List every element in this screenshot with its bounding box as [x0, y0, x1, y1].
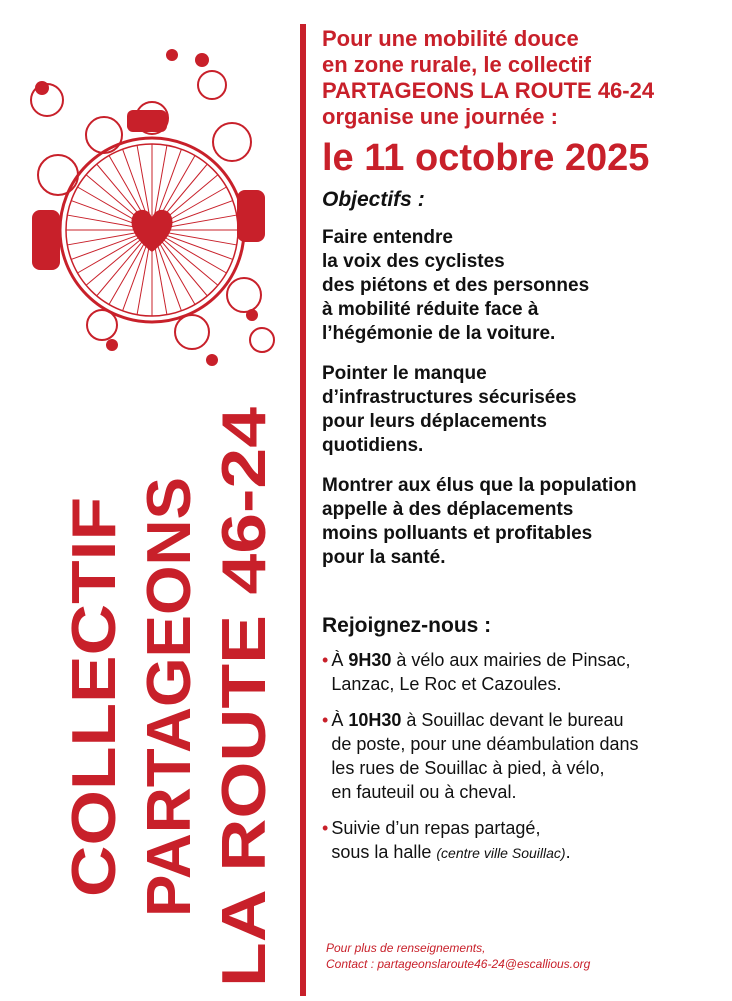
bullet-3-note: (centre ville Souillac) — [436, 845, 566, 861]
vertical-title-line1: COLLECTIF — [60, 549, 129, 897]
event-date: le 11 octobre 2025 — [322, 137, 650, 179]
intro-line-2: en zone rurale, le collectif — [322, 52, 591, 77]
bullet-1-rest: à vélo aux mairies de Pinsac, Lanzac, Le Roc et Cazoules. — [331, 650, 631, 694]
objective-3: Montrer aux élus que la population appelle à des déplacements moins polluants et profitables pour la santé. — [322, 475, 637, 568]
intro-line-1: Pour une mobilité douce — [322, 26, 579, 51]
bullet-3-text-main: Suivie d’un repas partagé, sous la halle — [331, 818, 541, 862]
bullet-1-time: 9H30 — [348, 650, 392, 670]
footer-contact — [326, 940, 590, 972]
bullet-1-text — [331, 648, 630, 696]
vertical-collectif-title — [30, 400, 300, 995]
wheel-heart-illustration — [12, 40, 297, 385]
intro-line-4: organise une journée : — [322, 104, 558, 129]
footer-line-2: Contact : partageonslaroute46-24@escallious.org — [326, 957, 591, 971]
join-title: Rejoignez-nous : — [322, 614, 492, 637]
list-item — [322, 648, 722, 696]
bullet-2-rest: à Souillac devant le bureau de poste, pour une déambulation dans les rues de Souillac à pied, à vélo, en fauteuil ou à cheval. — [331, 710, 639, 802]
footer-line-1: Pour plus de renseignements, — [326, 941, 486, 955]
bullet-2-text — [331, 708, 638, 804]
bullet-icon: • — [322, 818, 329, 838]
vertical-divider — [300, 24, 306, 996]
list-item — [322, 708, 722, 804]
bullet-icon: • — [322, 710, 329, 730]
bullet-2-time: 10H30 — [348, 710, 402, 730]
bullet-3-text — [331, 816, 570, 865]
main-content — [322, 26, 722, 877]
vertical-title-line2: PARTAGEONS — [135, 488, 204, 917]
objectives-title: Objectifs : — [322, 188, 425, 211]
bullet-1-pre: À — [331, 650, 349, 670]
bullet-2-pre: À — [331, 710, 349, 730]
objective-1: Faire entendre la voix des cyclistes des piétons et des personnes à mobilité réduite face à l’hégémonie de la voiture. — [322, 227, 590, 344]
bullet-3-end: . — [565, 842, 571, 862]
list-item — [322, 816, 722, 865]
bullet-icon: • — [322, 650, 329, 670]
vertical-title-line3: LA ROUTE 46-24 — [210, 496, 279, 987]
objective-2: Pointer le manque d’infrastructures sécurisées pour leurs déplacements quotidiens. — [322, 363, 577, 456]
intro-line-3: PARTAGEONS LA ROUTE 46-24 — [322, 78, 655, 103]
